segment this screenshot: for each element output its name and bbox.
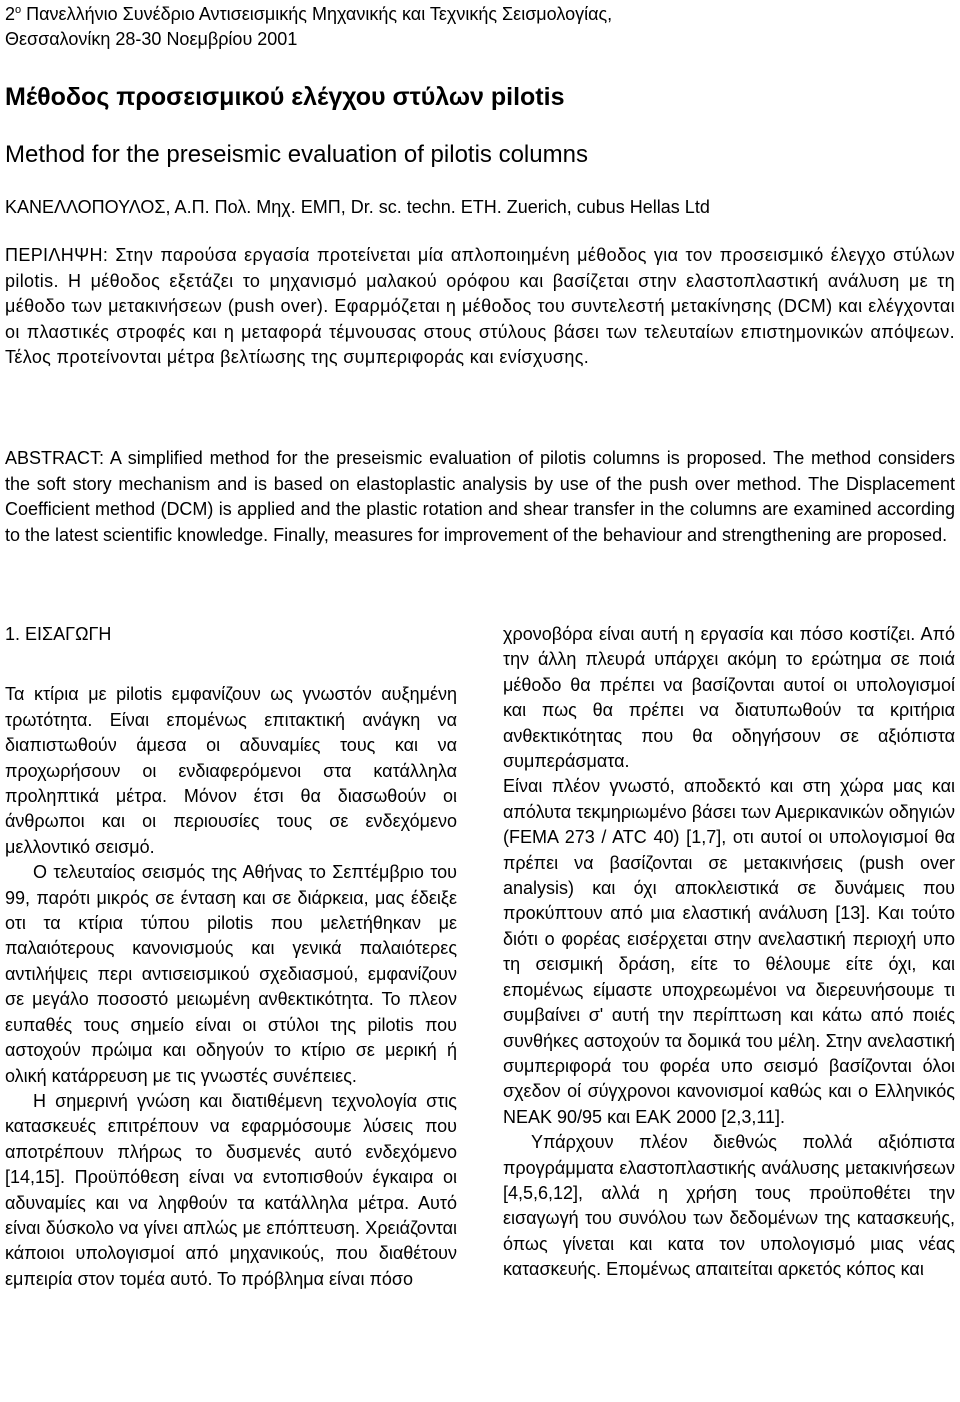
right-paragraph-3: Υπάρχουν πλέον διεθνώς πολλά αξιόπιστα προγράμματα ελαστοπλαστικής ανάλυσης μετακινήσεων [4,5,6,12], αλλά η χρήση τους προϋποθέτει την εισαγωγή του συνόλου των δεδομένων της κατασκευής, όπως γίνεται και κατα τον υπολογισμό μιας νέας κατασκευής. Επομένως απαιτείται αρκετός κόπος και bbox=[503, 1132, 955, 1280]
left-column bbox=[5, 622, 457, 1292]
section-heading: 1. ΕΙΣΑΓΩΓΗ bbox=[5, 624, 112, 644]
right-column bbox=[503, 622, 955, 1283]
right-paragraph-2: Είναι πλέον γνωστό, αποδεκτό και στη χώρα μας και απόλυτα τεκμηριωμένο βάσει των Αμερικανικών οδηγιών (FEMA 273 / ATC 40) [1,7], οτι αυτοί οι υπολογισμοί θα πρέπει να βασίζονται σε μετακινήσεις (push over analysis) και όχι αποκλειστικά σε δυνάμεις που προκύπτουν από μια ελαστική ανάλυση [13]. Και τούτο διότι ο φορέας εισέρχεται στην ανελαστική περιοχή υπο τη σεισμική δράση, είτε το θέλουμε είτε όχι, και επομένως είμαστε υποχρεωμένοι να διερευνήσουμε τι συμβαίνει σ' αυτή την περίπτωση και κάτω από ποιές συνθήκες αστοχούν τα δομικά του μέλη. Στην ανελαστική συμπεριφορά του φορέα υπο σεισμό βασίζονται όλοι σχεδον οί σύγχρονοι κανονισμοί καθώς και ο Ελληνικός ΝΕΑΚ 90/95 και ΕΑΚ 2000 [2,3,11]. bbox=[503, 776, 955, 1127]
right-paragraph-1: χρονοβόρα είναι αυτή η εργασία και πόσο κοστίζει. Από την άλλη πλευρά υπάρχει ακόμη το ερώτημα σε ποιά μέθοδο θα πρέπει να βασίζονται αυτοί οι υπολογισμοί και πως θα πρέπει να διατυπωθούν τα κριτήρια ανθεκτικότητας που θα οδηγήσουν σε αξιόπιστα συμπεράσματα. bbox=[503, 624, 955, 772]
left-paragraph-1: Τα κτίρια με pilotis εμφανίζουν ως γνωστόν αυξημένη τρωτότητα. Είναι επομένως επιτακτική ανάγκη να διαπιστωθούν άμεσα οι αδυναμίες τους και να προχωρήσουν οι ενδιαφερόμενοι στα κατάλληλα προληπτικά μέτρα. Μόνον έτσι θα διασωθούν οι άνθρωποι και οι περιουσίες τους σε ενδεχόμενο μελλοντικό σεισμό. bbox=[5, 684, 457, 857]
conference-line-2: Θεσσαλονίκη 28-30 Νοεμβρίου 2001 bbox=[5, 29, 298, 49]
left-paragraph-3: Η σημερινή γνώση και διατιθέμενη τεχνολογία στις κατασκευές επιτρέπουν να εφαρμόσουμε λύσεις που αποτρέπουν πλήρως το δυσμενές αυτό ενδεχόμενο [14,15]. Προϋπόθεση είναι να εντοπισθούν έγκαιρα οι αδυναμίες και να ληφθούν τα κατάλληλα μέτρα. Αυτό είναι δύσκολο να γίνει απλώς με επόπτευση. Χρειάζονται κάποιοι υπολογισμοί από μηχανικούς, που διαθέτουν εμπειρία στον τομέα αυτό. Το πρόβλημα είναι πόσο bbox=[5, 1090, 457, 1289]
conference-line-1: $2^o$ Πανελλήνιο Συνέδριο Αντισεισμικής Μηχανικής και Τεχνικής Σεισμολογίας, bbox=[5, 4, 613, 24]
abstract-english: ABSTRACT: A simplified method for the preseismic evaluation of pilotis columns is proposed. The method considers the soft story mechanism and is based on elastoplastic analysis by use of the push over method. The Displacement Coefficient method (DCM) is applied and the plastic rotation and shear transfer in the columns are examined according to the latest scientific knowledge. Finally, measures for improvement of the behaviour and strengthening are proposed. bbox=[5, 448, 955, 545]
abstract-greek: ΠΕΡΙΛΗΨΗ: Στην παρούσα εργασία προτείνεται μία απλοποιημένη μέθοδος για τον προσεισμικό έλεγχο στύλων pilotis. Η μέθοδος εξετάζει το μηχανισμό μαλακού ορόφου και βασίζεται στην ελαστοπλαστική ανάλυση με τη μέθοδο των μετακινήσεων (push over). Εφαρμόζεται η μέθοδος του συντελεστή μετακίνησης (DCM) και ελέγχονται οι πλαστικές στροφές και η μεταφορά τέμνουσας στους στύλους βάσει των τελευταίων επιστημονικών απόψεων. Τέλος προτείνονται μέτρα βελτίωσης της συμπεριφοράς και ενίσχυσης. bbox=[5, 245, 955, 367]
paper-title-english: Method for the preseismic evaluation of pilotis columns bbox=[5, 141, 588, 168]
left-paragraph-2: Ο τελευταίος σεισμός της Αθήνας το Σεπτέμβριο του 99, παρότι μικρός σε ένταση και σε διάρκεια, μας έδειξε οτι τα κτίρια τύπου pilotis που μελετήθηκαν με παλαιότερους κανονισμούς και γενικά παλαιότερες αντιλήψεις περι αντισεισμικού σχεδιασμού, εμφανίζουν σε μεγάλο ποσοστό μειωμένη ανθεκτικότητα. Το πλεον ευπαθές τους σημείο είναι οι στύλοι της pilotis που αστοχούν πρώιμα και οδηγούν το κτίριο σε μερική ή ολική κατάρρευση με τις γνωστές συνέπειες. bbox=[5, 862, 457, 1086]
author-affiliation: ΚΑΝΕΛΛΟΠΟΥΛΟΣ, Α.Π. Πολ. Μηχ. ΕΜΠ, Dr. sc. techn. ETH. Zuerich, cubus Hellas Ltd bbox=[5, 197, 710, 217]
ordinal-superscript: ο bbox=[15, 4, 22, 16]
paper-title-greek: Μέθοδος προσεισμικού ελέγχου στύλων pilotis bbox=[5, 83, 565, 111]
conference-header bbox=[5, 2, 955, 52]
